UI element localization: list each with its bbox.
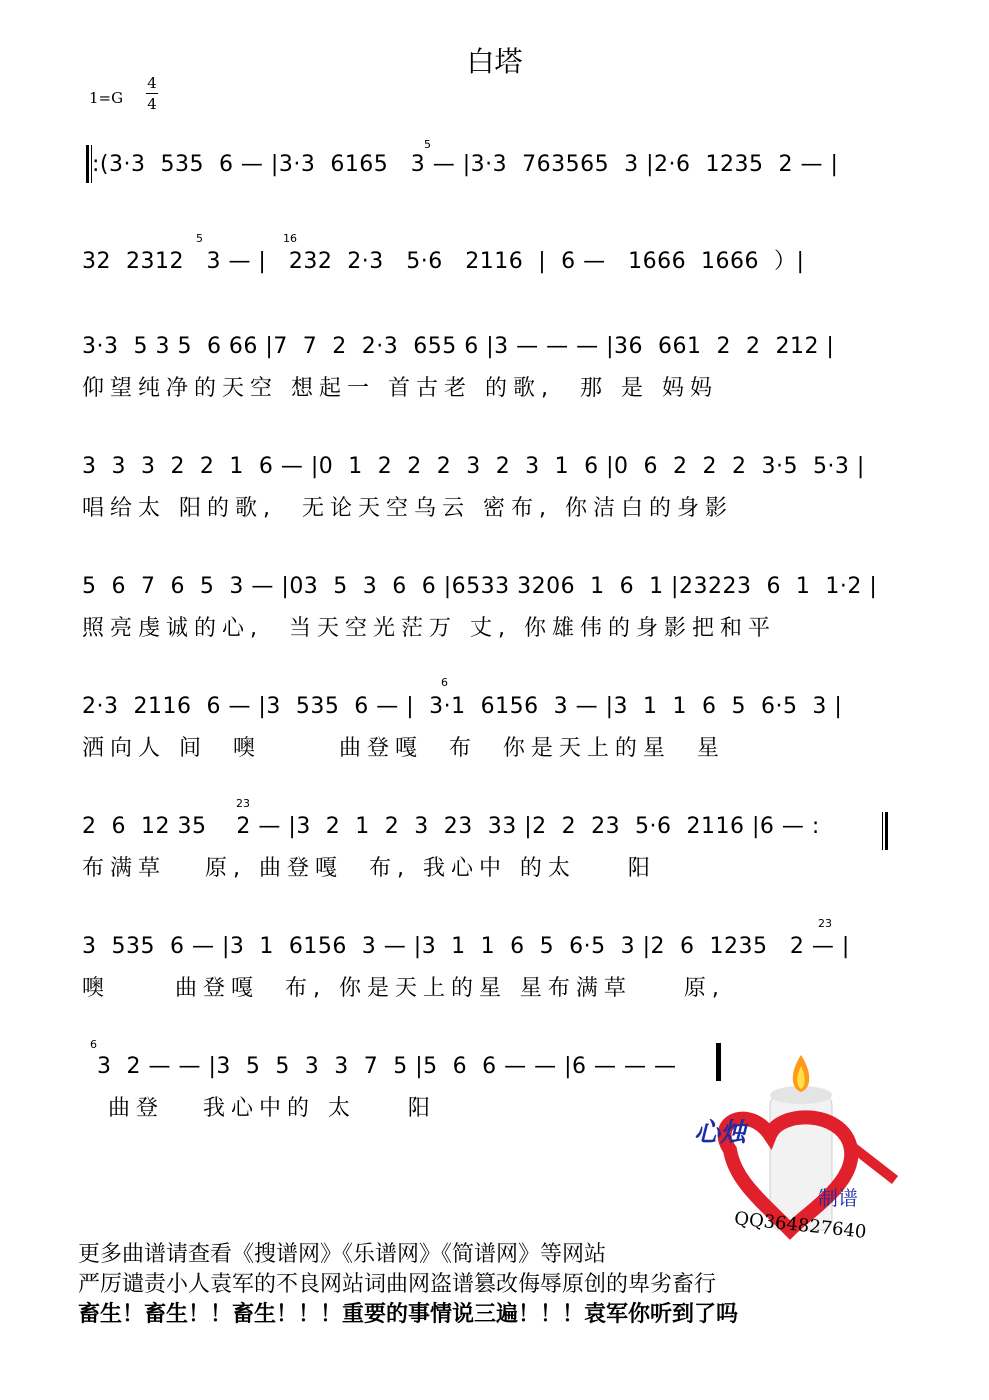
notes-line: 3·3 5 3 5 6 66 |7 7 2 2·3 655 6 |3 — — — |36 661 2 2 212 |	[82, 334, 835, 359]
lyrics-line: 照亮虔诚的心, 当天空光茫万 丈, 你雄伟的身影把和平	[82, 616, 776, 641]
grace-note: 23	[818, 917, 832, 930]
notes-line: 5 6 7 6 5 3 — |03 5 3 6 6 |6533 3206 1 6 1 |23223 6 1 1·2 |	[82, 574, 878, 599]
grace-note: 5	[424, 138, 431, 151]
grace-note: 6	[90, 1038, 97, 1051]
notes-line: 2·3 2116 6 — |3 535 6 — | 3·1 6156 3 — |3 1 1 6 5 6·5 3 |	[82, 694, 843, 719]
footer-notes	[78, 1240, 738, 1330]
logo-brand: 心烛	[694, 1118, 747, 1148]
lyrics-line: 唱给太 阳的歌, 无论天空乌云 密布, 你洁白的身影	[82, 496, 733, 521]
logo-qq: QQ364827640	[733, 1208, 868, 1243]
time-sig-bottom: 4	[147, 95, 157, 113]
notes-line: 3 2 — — |3 5 5 3 3 7 5 |5 6 6 — — |6 — — —	[82, 1054, 684, 1079]
lyrics-line: 曲登 我心中的 太 阳	[82, 1096, 436, 1121]
footer-line-2: 严厉谴责小人袁军的不良网站词曲网盗谱篡改侮辱原创的卑劣畜行	[78, 1272, 717, 1297]
time-signature	[145, 73, 159, 114]
time-sig-top: 4	[147, 74, 157, 92]
repeat-end-barline	[882, 812, 888, 850]
lyrics-line: 噢 曲登嘎 布, 你是天上的星 星布满草 原,	[82, 976, 725, 1001]
grace-note: 23	[236, 797, 250, 810]
grace-note: 6	[441, 676, 448, 689]
notes-line: 2 6 12 35 2 — |3 2 1 2 3 23 33 |2 2 23 5·6 2116 |6 — :	[82, 814, 820, 839]
notes-line: 32 2312 3 — | 232 2·3 5·6 2116 | 6 — 1666 1666 ）|	[82, 249, 805, 274]
lyrics-line: 布满草 原, 曲登嘎 布, 我心中 的太 阳	[82, 856, 656, 881]
grace-note: 16	[283, 232, 297, 245]
grace-note: 5	[196, 232, 203, 245]
maker-logo	[690, 1050, 910, 1243]
notes-line: :(3·3 535 6 — |3·3 6165 3 — |3·3 763565 3 |2·6 1235 2 — |	[92, 152, 839, 177]
footer-line-3: 畜生！畜生！！畜生！！！重要的事情说三遍！！！袁军你听到了吗	[78, 1302, 739, 1327]
logo-made: 制谱	[818, 1186, 858, 1210]
notes-line: 3 535 6 — |3 1 6156 3 — |3 1 1 6 5 6·5 3 |2 6 1235 2 — |	[82, 934, 850, 959]
footer-line-1: 更多曲谱请查看《搜谱网》《乐谱网》《简谱网》等网站	[78, 1242, 607, 1267]
score-title: 白塔	[466, 45, 523, 78]
notes-line: 3 3 3 2 2 1 6 — |0 1 2 2 2 3 2 3 1 6 |0 6 2 2 2 3·5 5·3 |	[82, 454, 865, 479]
key-signature: 1=G	[89, 89, 124, 107]
lyrics-line: 仰望纯净的天空 想起一 首古老 的歌, 那 是 妈妈	[82, 376, 718, 401]
lyrics-line: 洒向人 间 噢 曲登嘎 布 你是天上的星 星	[82, 736, 725, 761]
